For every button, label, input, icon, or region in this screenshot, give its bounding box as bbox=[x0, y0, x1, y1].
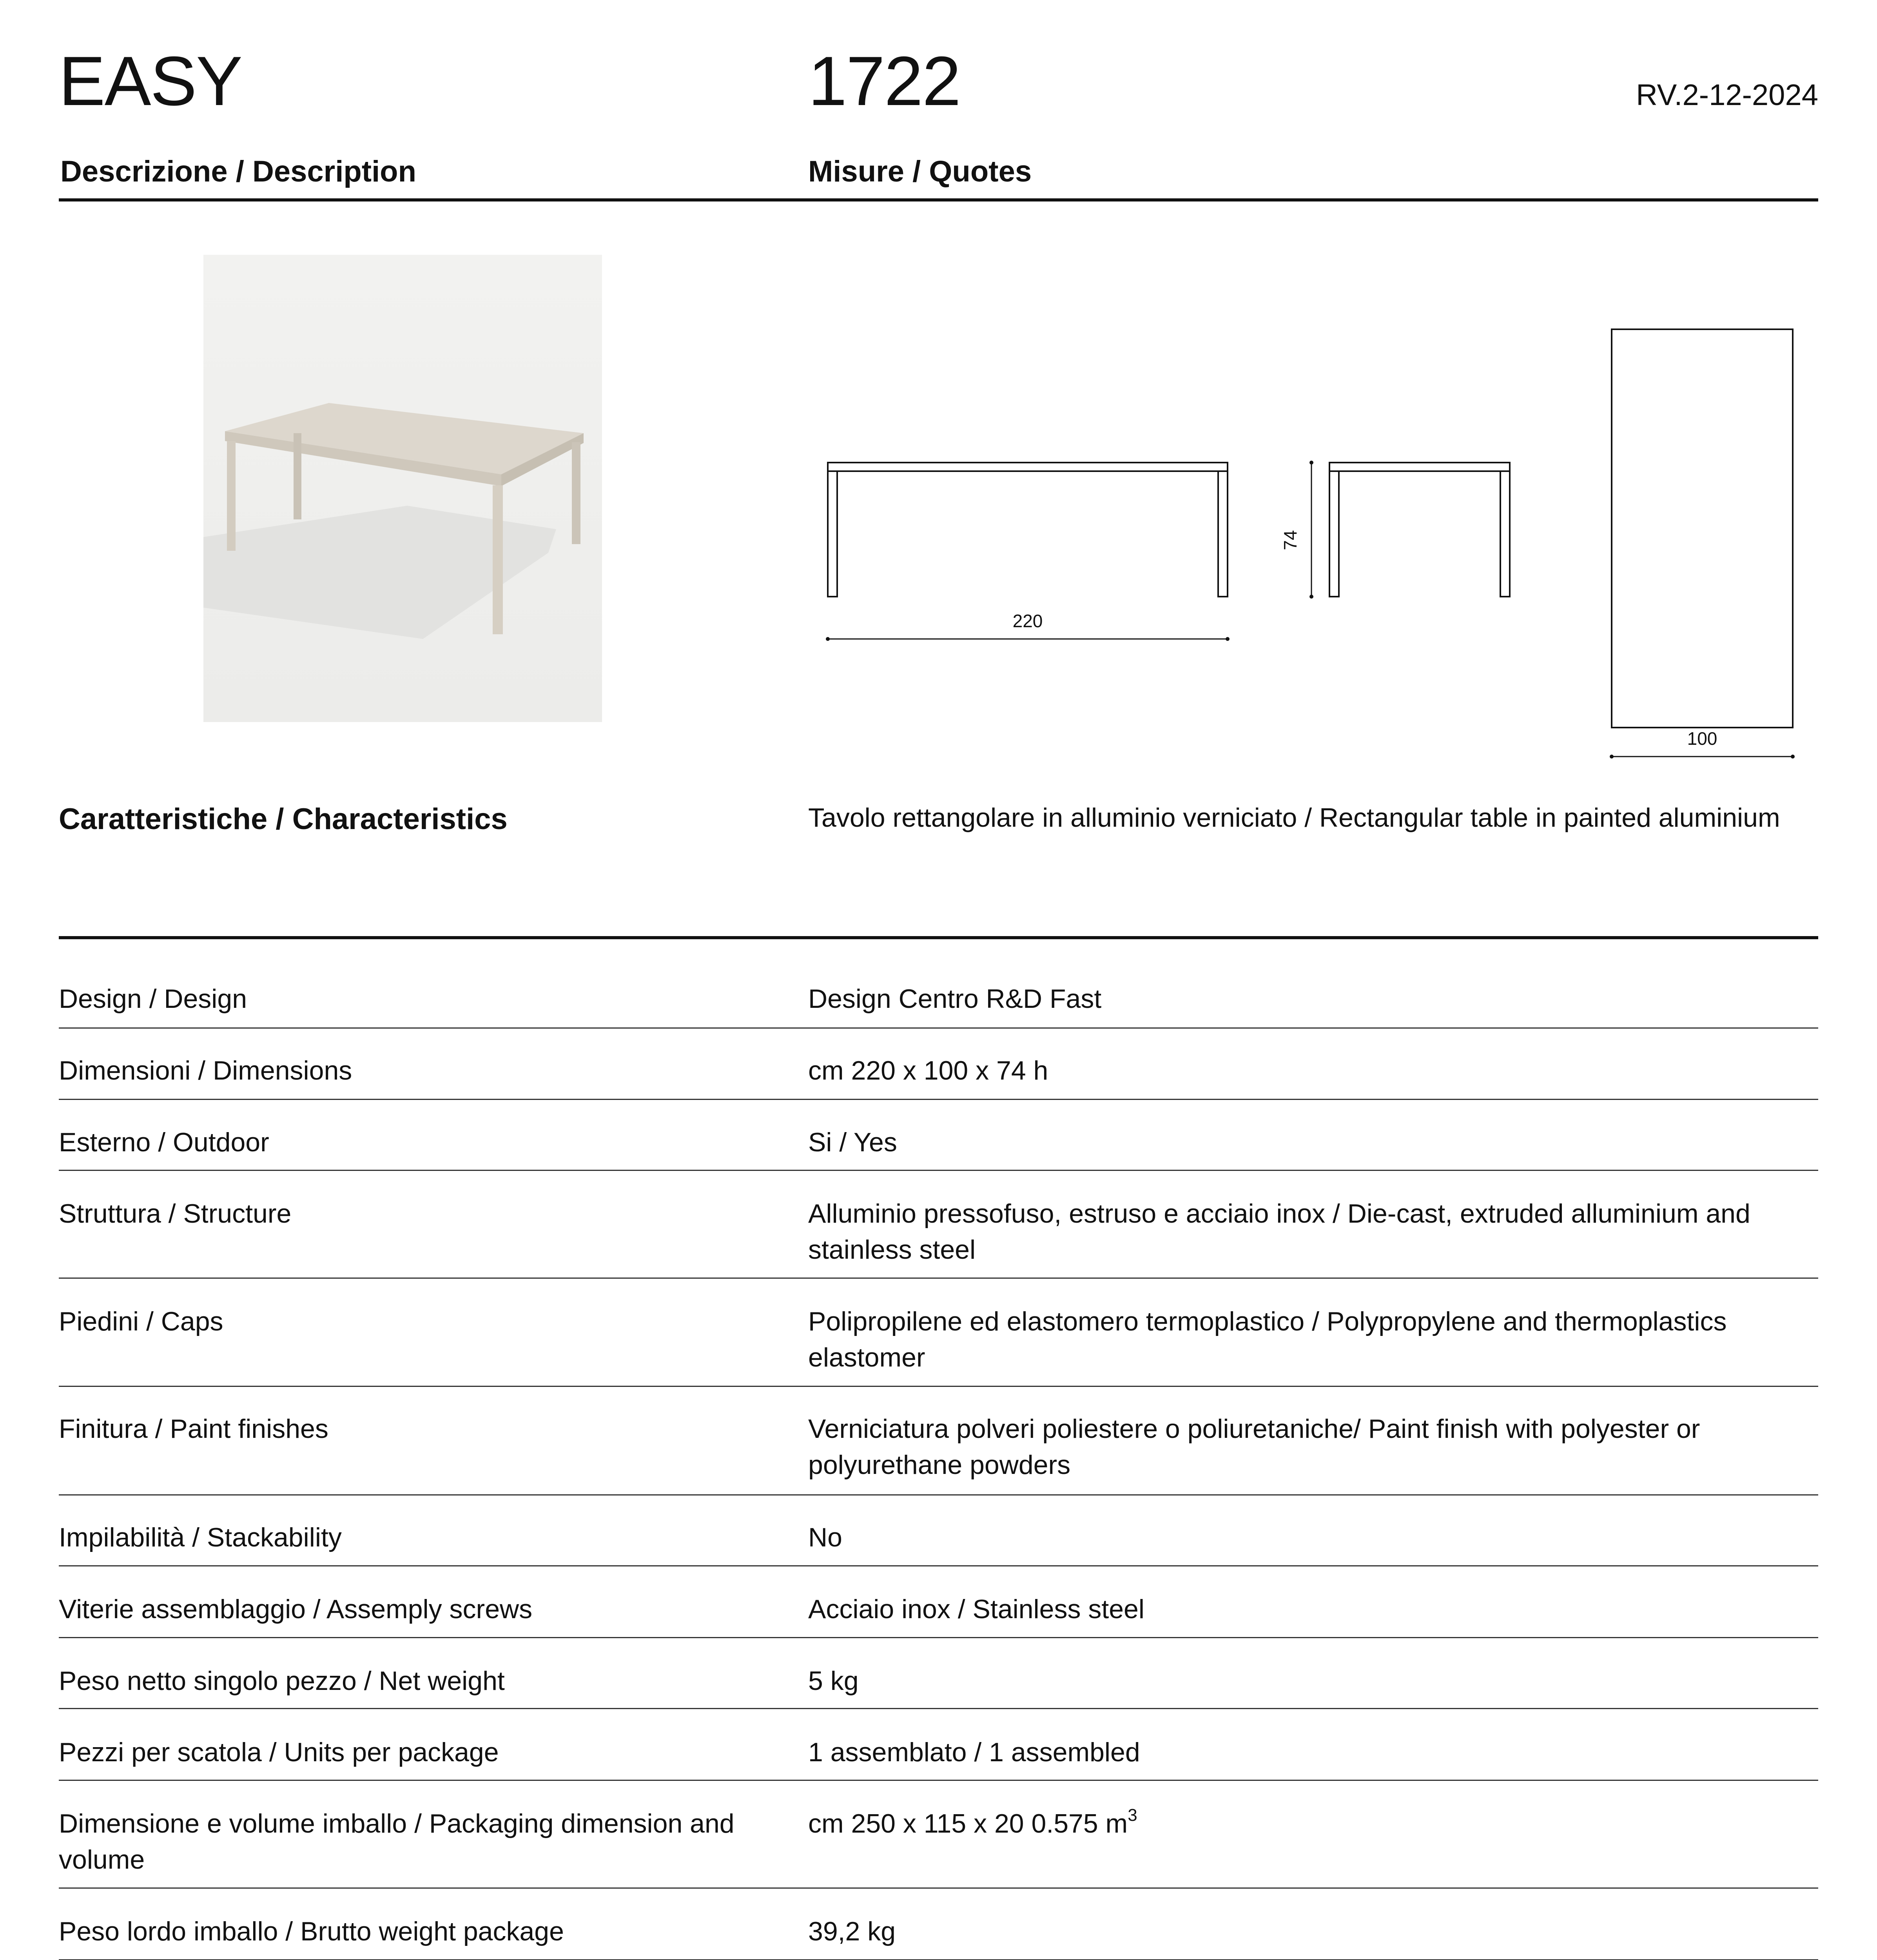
spec-label-units: Pezzi per scatola / Units per package bbox=[59, 1737, 499, 1767]
spec-value-design: Design Centro R&D Fast bbox=[808, 984, 1102, 1014]
spec-label-structure: Struttura / Structure bbox=[59, 1199, 292, 1229]
spec-value-net-weight: 5 kg bbox=[808, 1666, 859, 1696]
description-heading: Descrizione / Description bbox=[60, 155, 417, 188]
spec-label-net-weight: Peso netto singolo pezzo / Net weight bbox=[59, 1666, 505, 1696]
spec-value-gross-weight: 39,2 kg bbox=[808, 1916, 896, 1946]
row-divider bbox=[59, 1278, 1818, 1279]
header-divider bbox=[59, 198, 1818, 201]
spec-value-dimensions: cm 220 x 100 x 74 h bbox=[808, 1056, 1048, 1085]
spec-label-stackability: Impilabilità / Stackability bbox=[59, 1523, 342, 1552]
row-divider bbox=[59, 1027, 1818, 1029]
spec-value-caps: Polipropilene ed elastomero termoplastico / Polypropylene and thermoplastics elastomer bbox=[808, 1307, 1727, 1372]
measures-heading: Misure / Quotes bbox=[808, 155, 1032, 188]
spec-value-finishes: Verniciatura polveri poliestere o poliuretaniche/ Paint finish with polyester or polyurethane powders bbox=[808, 1414, 1700, 1480]
spec-label-packaging: Dimensione e volume imballo / Packaging dimension and volume bbox=[59, 1809, 734, 1875]
row-divider bbox=[59, 1637, 1818, 1638]
characteristics-divider bbox=[59, 936, 1818, 939]
row-divider bbox=[59, 1565, 1818, 1566]
side-view-leg-left bbox=[1329, 471, 1339, 597]
row-divider bbox=[59, 1386, 1818, 1387]
row-divider bbox=[59, 1099, 1818, 1100]
characteristics-value: Tavolo rettangolare in alluminio verniciato / Rectangular table in painted aluminium bbox=[808, 803, 1780, 833]
technical-drawing bbox=[800, 314, 1819, 776]
front-view-leg-right bbox=[1218, 471, 1228, 597]
spec-value-structure: Alluminio pressofuso, estruso e acciaio inox / Die-cast, extruded alluminium and stainless steel bbox=[808, 1199, 1750, 1265]
spec-label-dimensions: Dimensioni / Dimensions bbox=[59, 1056, 352, 1085]
row-divider bbox=[59, 1887, 1818, 1889]
revision-date: RV.2-12-2024 bbox=[1636, 78, 1818, 112]
spec-label-caps: Piedini / Caps bbox=[59, 1307, 223, 1336]
table-photo-icon bbox=[203, 255, 602, 722]
cubic-superscript: 3 bbox=[1128, 1806, 1137, 1825]
dimension-width-label: 100 bbox=[1687, 728, 1717, 749]
spec-value-stackability: No bbox=[808, 1523, 842, 1552]
top-view-outline bbox=[1612, 329, 1793, 728]
spec-value-screws: Acciaio inox / Stainless steel bbox=[808, 1594, 1144, 1624]
dimension-length-label: 220 bbox=[1012, 611, 1043, 631]
spec-value-units: 1 assemblato / 1 assembled bbox=[808, 1737, 1140, 1767]
characteristics-label: Caratteristiche / Characteristics bbox=[59, 802, 508, 836]
spec-label-design: Design / Design bbox=[59, 984, 247, 1014]
side-view-leg-right bbox=[1500, 471, 1510, 597]
row-divider bbox=[59, 1708, 1818, 1709]
spec-label-gross-weight: Peso lordo imballo / Brutto weight package bbox=[59, 1916, 564, 1946]
spec-value-packaging: cm 250 x 115 x 20 0.575 $m^3$ bbox=[808, 1806, 1137, 1838]
spec-label-outdoor: Esterno / Outdoor bbox=[59, 1127, 269, 1157]
spec-label-finishes: Finitura / Paint finishes bbox=[59, 1414, 328, 1444]
front-view-leg-left bbox=[828, 471, 837, 597]
product-name: EASY bbox=[59, 42, 242, 120]
dimension-height-label: 74 bbox=[1280, 530, 1300, 550]
row-divider bbox=[59, 1494, 1818, 1495]
product-code: 1722 bbox=[808, 42, 960, 120]
side-view-top bbox=[1329, 463, 1510, 471]
row-divider bbox=[59, 1780, 1818, 1781]
row-divider bbox=[59, 1170, 1818, 1171]
front-view-top bbox=[828, 463, 1228, 471]
spec-label-screws: Viterie assemblaggio / Assemply screws bbox=[59, 1594, 533, 1624]
spec-value-outdoor: Si / Yes bbox=[808, 1127, 897, 1157]
